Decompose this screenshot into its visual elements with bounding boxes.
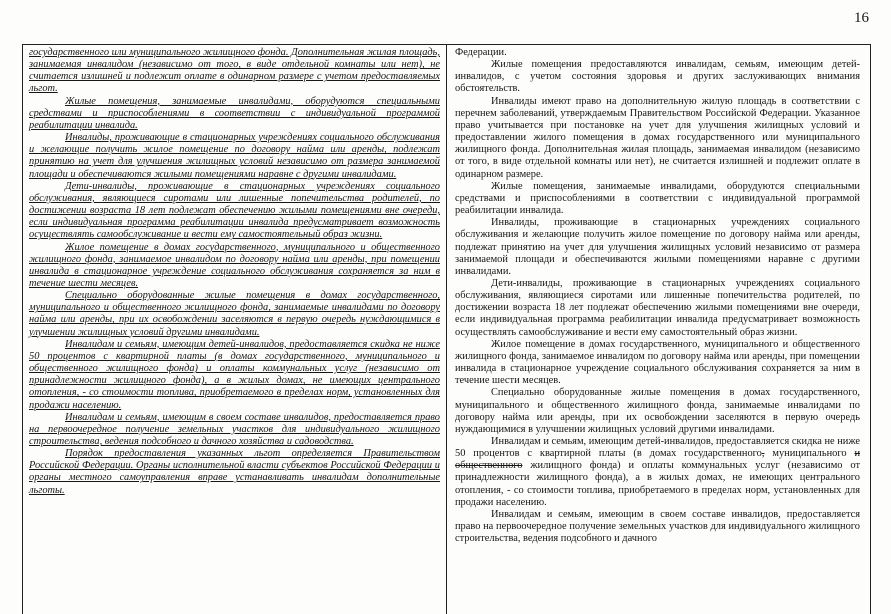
discount-text-2: муниципального [764,448,855,460]
discount-text-1: Инвалидам и семьям, имеющим детей-инвалидов, предоставляется скидка не ниже 50 процентов с квартирной платы (в домах государственного [455,436,860,460]
left-column [23,45,447,614]
discount-text-3: жилищного фонда) и оплаты коммунальных услуг (независимо от принадлежности жилищного фонда), а в жилых домах, не имеющих центрального отопления, - со стоимости топлива, приобретаемого в пределах норм, установленных для продажи населению. [455,460,860,508]
struck-comma: , [761,448,765,460]
left-paragraph-5: Жилое помещение в домах государственного, муниципального и общественного жилищного фонда, занимаемое инвалидом по договору найма или аренды, при помещении инвалида в стационарное учреждение социального обслуживания сохраняется за ним в течение шести месяцев. [29,241,440,289]
right-paragraph-8: Специально оборудованные жилые помещения в домах государственного, муниципального и общественного жилищного фонда, занимаемые инвалидами по договору найма или аренды, при их освобождении заселяются в первую очередь нуждающимися в улучшении жилищных условий другими инвалидами. [455,387,860,435]
left-paragraph-9: Порядок предоставления указанных льгот определяется Правительством Российской Федерации. Органы исполнительной власти субъектов Российской Федерации и органы местного самоуправления вправе устанавливать инвалидам дополнительные льготы. [29,448,440,496]
right-paragraph-4: Жилые помещения, занимаемые инвалидами, оборудуются специальными средствами и приспособлениями в соответствии с индивидуальной программой реабилитации инвалида. [455,180,860,217]
right-paragraph-7: Жилое помещение в домах государственного, муниципального и общественного жилищного фонда, занимаемое инвалидом по договору найма или аренды, при помещении инвалида в стационарное учреждение социального обслуживания сохраняется за ним в течение шести месяцев. [455,338,860,387]
right-column [447,45,870,614]
left-paragraph-4: Дети-инвалиды, проживающие в стационарных учреждениях социального обслуживания, являющиеся сиротами или лишенные попечительства родителей, по достижении возраста 18 лет подлежат обеспечению жилыми помещениями вне очереди, если индивидуальная программа реабилитации инвалида предусматривает возможность осуществлять самообслуживание и вести ему самостоятельный образ жизни. [29,180,440,241]
left-paragraph-1: государственного или муниципального жилищного фонда. Дополнительная жилая площадь, занимаемая инвалидом (независимо от того, в виде отдельной комнаты или нет), не считается излишней и подлежит оплате в одинарном размере с учетом предоставляемых льгот. [29,47,440,95]
left-paragraph-8: Инвалидам и семьям, имеющим в своем составе инвалидов, предоставляется право на первоочередное получение земельных участков для индивидуального жилищного строительства, ведения подсобного и дачного хозяйства и садоводства. [29,411,440,447]
page-number: 16 [854,10,869,26]
comparison-table [22,44,871,614]
struck-phrase: и общественного [455,448,860,472]
right-paragraph-discount [455,436,860,509]
left-paragraph-2: Жилые помещения, занимаемые инвалидами, оборудуются специальными средствами и приспособлениями в соответствии с индивидуальной программой реабилитации инвалида. [29,95,440,131]
right-paragraph-6: Дети-инвалиды, проживающие в стационарных учреждениях социального обслуживания, являющиеся сиротами или лишенные попечительства родителей, по достижении возраста 18 лет подлежат обеспечению жилыми помещениями вне очереди, если индивидуальная программа реабилитации инвалида предусматривает возможность осуществлять самообслуживание и вести ему самостоятельный образ жизни. [455,277,860,338]
right-paragraph-2: Жилые помещения предоставляются инвалидам, семьям, имеющим детей-инвалидов, с учетом состояния здоровья и других заслуживающих внимания обстоятельств. [455,59,860,95]
right-paragraph-5: Инвалиды, проживающие в стационарных учреждениях социального обслуживания и желающие получить жилое помещение по договору найма или аренды, подлежат принятию на учет для улучшения жилищных условий независимо от размера занимаемой площади и обеспечиваются жилыми помещениями наравне с другими инвалидами. [455,217,860,277]
left-paragraph-3: Инвалиды, проживающие в стационарных учреждениях социального обслуживания и желающие получить жилое помещение по договору найма или аренды, подлежат принятию на учет для улучшения жилищных условий независимо от размера занимаемой площади и обеспечиваются жилыми помещениями наравне с другими инвалидами. [29,132,440,180]
left-paragraph-6: Специально оборудованные жилые помещения в домах государственного, муниципального и общественного жилищного фонда, занимаемые инвалидами по договору найма или аренды, при их освобождении заселяются в первую очередь нуждающимися в улучшении жилищных условий другими инвалидами. [29,290,440,338]
right-paragraph-1: Федерации. [455,47,507,58]
right-paragraph-3: Инвалиды имеют право на дополнительную жилую площадь в соответствии с перечнем заболеваний, утверждаемым Правительством Российской Федерации. Указанное право учитывается при постановке на учет для улучшения жилищных условий и предоставлении жилого помещения в домах государственного или муниципального жилищного фонда. Дополнительная жилая площадь, занимаемая инвалидом (независимо от того, в виде отдельной комнаты или нет), не считается излишней и подлежит оплате в одинарном размере. [455,95,860,180]
left-paragraph-7: Инвалидам и семьям, имеющим детей-инвалидов, предоставляется скидка не ниже 50 процентов с квартирной платы (в домах государственного, муниципального и общественного жилищного фонда) и оплаты коммунальных услуг (независимо от принадлежности жилищного фонда), а в жилых домах, не имеющих центрального отопления, - со стоимости топлива, приобретаемого в пределах норм, установленных для продажи населению. [29,338,440,411]
right-paragraph-final: Инвалидам и семьям, имеющим в своем составе инвалидов, предоставляется право на первоочередное получение земельных участков для индивидуального жилищного строительства, ведения подсобного и дачного [455,508,860,545]
